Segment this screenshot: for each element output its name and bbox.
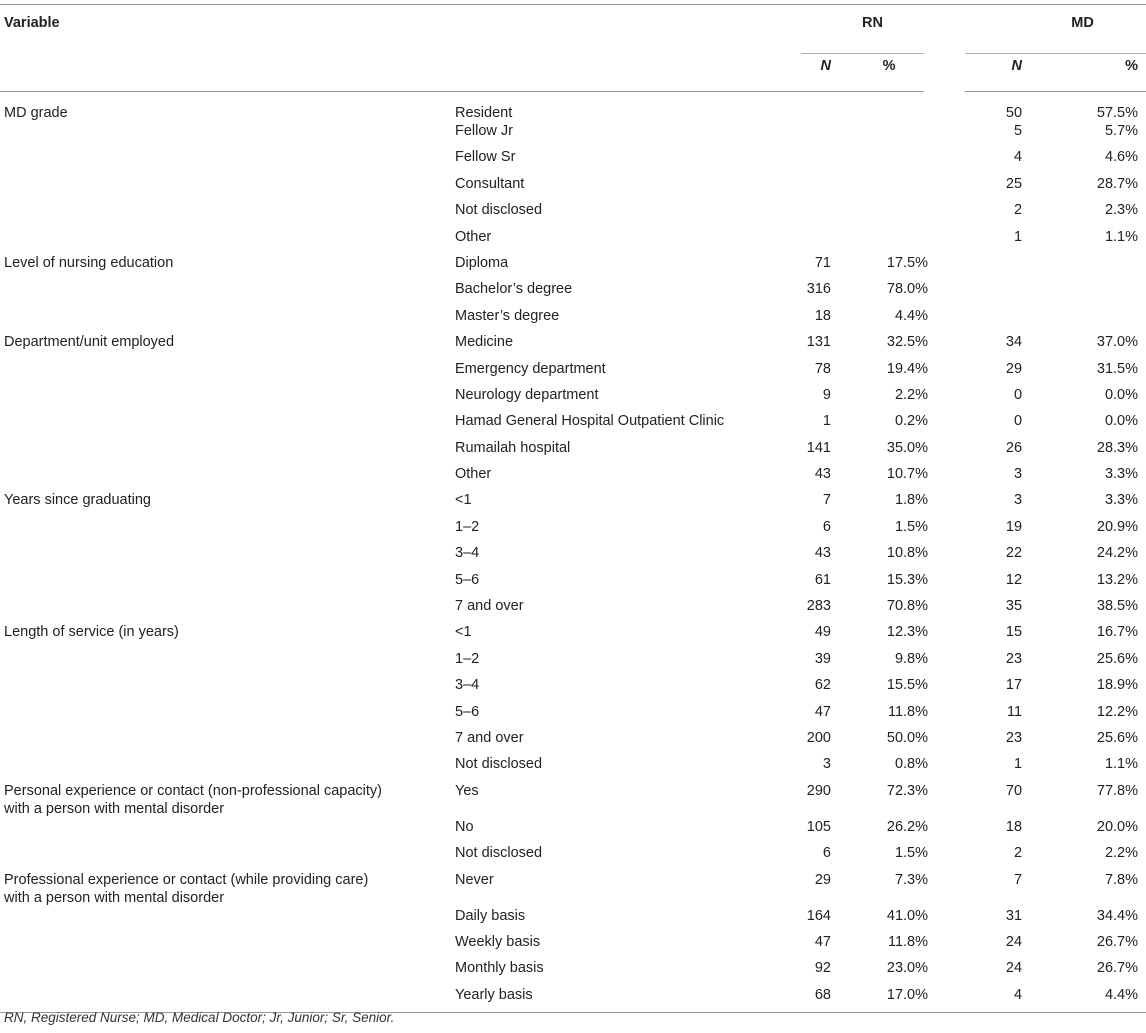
cell-md-n: 15: [1005, 624, 1023, 641]
cell-variable: [0, 818, 452, 844]
cell-category: No: [455, 818, 474, 835]
cell-rn-pct: [831, 92, 944, 123]
header-rn: [801, 5, 944, 54]
table-row: [0, 782, 1146, 818]
cell-md-n: 31: [1005, 907, 1023, 924]
cell-rn-n: 68: [801, 986, 831, 1013]
cell-variable: [0, 439, 452, 465]
cell-rn-pct: [831, 228, 944, 254]
cell-category: Emergency department: [455, 360, 606, 377]
header-md: [944, 5, 1146, 54]
table-row: [0, 465, 1146, 491]
cell-rn-pct: 10.7%: [886, 466, 929, 483]
cell-variable: [0, 650, 452, 676]
cell-rn-pct: 15.3%: [886, 571, 929, 588]
cell-md-n: 1: [1013, 228, 1023, 245]
cell-rn-pct: 17.5%: [886, 254, 929, 271]
cell-md-n: [944, 307, 1022, 333]
cell-md-pct: 5.7%: [1104, 123, 1139, 139]
cell-variable: [0, 280, 452, 306]
cell-rn-pct: [831, 201, 944, 227]
table-row: [0, 280, 1146, 306]
header-variable: Variable: [0, 5, 452, 54]
cell-rn-n: 3: [822, 756, 831, 773]
cell-md-n: 29: [1005, 360, 1023, 377]
cell-md-pct: 0.0%: [1104, 386, 1139, 403]
cell-rn-n: 105: [806, 818, 831, 835]
cell-md-n: 3: [1013, 466, 1023, 483]
header-row-groups: [0, 5, 1146, 54]
cell-category: Other: [455, 466, 492, 483]
table-row: [0, 818, 1146, 844]
cell-md-n: 2: [1013, 202, 1023, 219]
table-row: [0, 844, 1146, 870]
cell-md-n: 5: [1013, 123, 1023, 139]
cell-rn-n: 47: [814, 703, 831, 720]
cell-md-n: 4: [1013, 149, 1023, 166]
table-row: [0, 871, 1146, 907]
cell-category: Medicine: [455, 334, 514, 351]
table-footnote: RN, Registered Nurse; MD, Medical Doctor; Jr, Junior; Sr, Senior.: [4, 1010, 395, 1025]
table-row: [0, 703, 1146, 729]
cell-category: Neurology department: [455, 386, 599, 403]
cell-variable: [0, 360, 452, 386]
cell-variable: [0, 729, 452, 755]
cell-rn-n: 47: [814, 933, 831, 950]
cell-category: Rumailah hospital: [455, 439, 571, 456]
cell-md-n: 50: [1005, 105, 1023, 121]
cell-category: Hamad General Hospital Outpatient Clinic: [455, 413, 725, 430]
table-row: [0, 491, 1146, 517]
cell-md-pct: 2.2%: [1104, 845, 1139, 862]
cell-rn-pct: 78.0%: [886, 281, 929, 298]
cell-category: <1: [455, 624, 472, 641]
cell-rn-pct: 41.0%: [886, 907, 929, 924]
header-category-spacer: [452, 5, 801, 54]
cell-variable: [0, 755, 452, 781]
table-row: [0, 307, 1146, 333]
cell-variable: Level of nursing education: [4, 254, 174, 271]
cell-rn-n: 6: [822, 845, 831, 862]
cell-category: Bachelor’s degree: [455, 281, 573, 298]
table-row: [0, 729, 1146, 755]
cell-variable: [0, 465, 452, 491]
cell-rn-n: 61: [814, 571, 831, 588]
cell-md-pct: 37.0%: [1096, 334, 1139, 351]
cell-md-n: 25: [1005, 175, 1023, 192]
cell-rn-pct: 1.5%: [894, 518, 929, 535]
cell-variable: [0, 986, 452, 1013]
cell-md-pct: 1.1%: [1104, 756, 1139, 773]
cell-variable: Length of service (in years): [4, 624, 179, 641]
table-row: [0, 122, 1146, 148]
cell-md-pct: 38.5%: [1096, 598, 1139, 615]
cell-md-pct: [1022, 307, 1146, 333]
cell-rn-n: 7: [822, 492, 831, 509]
cell-rn-pct: 23.0%: [886, 960, 929, 977]
table-row: [0, 933, 1146, 959]
cell-variable: [0, 201, 452, 227]
cell-md-n: 19: [1005, 518, 1023, 535]
cell-variable: Years since graduating: [4, 492, 151, 509]
table-row: [0, 439, 1146, 465]
cell-md-pct: 20.0%: [1096, 818, 1139, 835]
cell-rn-pct: 17.0%: [831, 986, 944, 1013]
table-row: [0, 228, 1146, 254]
cell-rn-pct: 11.8%: [887, 703, 929, 720]
cell-category: 3–4: [455, 545, 480, 562]
cell-rn-pct: 0.8%: [894, 756, 929, 773]
table-row: [0, 386, 1146, 412]
cell-md-pct: 3.3%: [1104, 492, 1139, 509]
cell-md-n: 0: [1013, 386, 1023, 403]
cell-md-n: 24: [1005, 933, 1023, 950]
cell-category: 7 and over: [455, 729, 524, 746]
table-row: [0, 92, 1146, 123]
cell-category: Yes: [455, 782, 479, 799]
cell-variable: [0, 907, 452, 933]
cell-rn-n: 141: [806, 439, 831, 456]
cell-md-pct: 28.7%: [1096, 175, 1139, 192]
cell-md-n: 12: [1005, 571, 1023, 588]
cell-rn-n: 131: [806, 334, 831, 351]
cell-md-pct: 2.3%: [1104, 202, 1139, 219]
cell-md-n: [944, 280, 1022, 306]
table-row: [0, 254, 1146, 280]
cell-variable: Personal experience or contact (non-professional capacity) with a person with mental disorder: [4, 782, 383, 817]
cell-md-pct: 31.5%: [1096, 360, 1139, 377]
cell-md-pct: 25.6%: [1096, 650, 1139, 667]
cell-rn-pct: 19.4%: [886, 360, 929, 377]
cell-md-pct: 16.7%: [1096, 624, 1139, 641]
cell-md-pct: 13.2%: [1096, 571, 1139, 588]
table-row: [0, 959, 1146, 985]
cell-category: Fellow Sr: [455, 149, 516, 166]
cell-md-n: 2: [1013, 845, 1023, 862]
cell-rn-pct: 10.8%: [886, 545, 929, 562]
cell-md-pct: 28.3%: [1096, 439, 1139, 456]
table-row: [0, 175, 1146, 201]
cell-category: 1–2: [455, 650, 480, 667]
cell-md-n: 11: [1006, 703, 1023, 720]
cell-rn-pct: 15.5%: [886, 677, 929, 694]
cell-variable: [0, 844, 452, 870]
cell-variable: [0, 122, 452, 148]
cell-md-pct: 25.6%: [1096, 729, 1139, 746]
cell-md-pct: 4.6%: [1104, 149, 1139, 166]
table-row: [0, 755, 1146, 781]
cell-variable: [0, 959, 452, 985]
cell-md-pct: [1022, 280, 1146, 306]
cell-variable: [0, 544, 452, 570]
cell-variable: [0, 703, 452, 729]
cell-rn-pct: [831, 175, 944, 201]
table-row: [0, 201, 1146, 227]
cell-rn-pct: 1.8%: [894, 492, 929, 509]
table-row: [0, 597, 1146, 623]
cell-md-n: 1: [1013, 756, 1023, 773]
cell-rn-n: 6: [822, 518, 831, 535]
table-row: [0, 907, 1146, 933]
cell-rn-n: 71: [814, 254, 831, 271]
cell-md-pct: 3.3%: [1104, 466, 1139, 483]
cell-md-pct: 34.4%: [1096, 907, 1139, 924]
cell-variable: [0, 518, 452, 544]
cell-md-n: 7: [1013, 871, 1023, 888]
cell-rn-pct: 72.3%: [886, 782, 929, 799]
cell-category: Not disclosed: [455, 756, 543, 773]
cell-md-n: 26: [1005, 439, 1023, 456]
header-row-columns: [0, 54, 1146, 92]
cell-md-pct: 4.4%: [1022, 986, 1146, 1013]
cell-category: Weekly basis: [455, 933, 541, 950]
cell-category: Yearly basis: [452, 986, 801, 1013]
table-row: [0, 676, 1146, 702]
cell-rn-n: [801, 148, 831, 174]
cell-rn-pct: 9.8%: [894, 650, 929, 667]
cell-variable: MD grade: [4, 105, 68, 121]
cell-variable: [0, 933, 452, 959]
cell-category: 3–4: [455, 677, 480, 694]
cell-rn-pct: 11.8%: [887, 933, 929, 950]
cell-rn-pct: 7.3%: [894, 871, 929, 888]
table-row: [0, 571, 1146, 597]
cell-rn-pct: 2.2%: [894, 386, 929, 403]
cell-md-n: 4: [944, 986, 1022, 1013]
cell-rn-pct: 1.5%: [894, 845, 929, 862]
cell-rn-pct: 26.2%: [886, 818, 929, 835]
cell-md-n: 70: [1005, 782, 1023, 799]
cell-variable: Department/unit employed: [4, 334, 175, 351]
cell-rn-n: 92: [814, 960, 831, 977]
table-row: [0, 412, 1146, 438]
cell-rn-n: 1: [822, 413, 831, 430]
cell-category: 1–2: [455, 518, 480, 535]
cell-rn-n: 18: [814, 307, 831, 324]
header-rn-label: RN: [862, 15, 883, 31]
cell-rn-pct: 12.3%: [886, 624, 929, 641]
table-row: [0, 333, 1146, 359]
cell-rn-n: 29: [814, 871, 831, 888]
cell-category: 5–6: [455, 703, 480, 720]
cell-md-pct: 24.2%: [1096, 545, 1139, 562]
cell-rn-n: [801, 175, 831, 201]
table-row: [0, 148, 1146, 174]
cell-md-pct: 7.8%: [1104, 871, 1139, 888]
cell-variable: [0, 412, 452, 438]
cell-variable: [0, 571, 452, 597]
cell-variable: [0, 307, 452, 333]
header-rn-n: N: [801, 54, 831, 92]
table-row: [0, 986, 1146, 1013]
cell-category: Diploma: [455, 254, 509, 271]
cell-rn-n: [801, 122, 831, 148]
cell-category: Other: [455, 228, 492, 245]
cell-rn-n: 43: [814, 466, 831, 483]
cell-rn-n: 290: [806, 782, 831, 799]
table-row: [0, 360, 1146, 386]
table-body: [0, 92, 1146, 1013]
cell-category: 7 and over: [455, 598, 524, 615]
cell-variable: [0, 148, 452, 174]
cell-md-pct: 57.5%: [1096, 105, 1139, 121]
cell-rn-pct: [831, 148, 944, 174]
cell-variable: [0, 597, 452, 623]
cell-md-pct: 18.9%: [1096, 677, 1139, 694]
cell-rn-n: 200: [806, 729, 831, 746]
cell-rn-pct: 32.5%: [886, 334, 929, 351]
cell-md-n: 23: [1005, 729, 1023, 746]
table-row: [0, 623, 1146, 649]
header-md-label: MD: [1071, 15, 1094, 31]
cell-variable: Professional experience or contact (while providing care) with a person with mental disorder: [4, 871, 369, 906]
cell-category: Master’s degree: [455, 307, 560, 324]
cell-rn-n: [801, 228, 831, 254]
cell-rn-n: 43: [814, 545, 831, 562]
cell-md-pct: [1022, 254, 1146, 280]
cell-category: Consultant: [455, 175, 525, 192]
cell-rn-n: [801, 92, 831, 123]
cell-md-n: [944, 254, 1022, 280]
cell-category: Daily basis: [455, 907, 526, 924]
cell-rn-pct: 35.0%: [886, 439, 929, 456]
cell-md-pct: 26.7%: [1096, 960, 1139, 977]
cell-md-pct: 77.8%: [1096, 782, 1139, 799]
table-row: [0, 544, 1146, 570]
header-rn-pct: %: [831, 54, 944, 92]
cell-category: 5–6: [455, 571, 480, 588]
cell-md-n: 34: [1005, 334, 1023, 351]
table-row: [0, 518, 1146, 544]
cell-rn-pct: 50.0%: [886, 729, 929, 746]
header-md-pct: %: [1022, 54, 1146, 92]
cell-category: Not disclosed: [455, 202, 543, 219]
cell-md-n: 0: [1013, 413, 1023, 430]
cell-rn-n: 164: [806, 907, 831, 924]
cell-rn-n: 39: [814, 650, 831, 667]
cell-rn-pct: 4.4%: [894, 307, 929, 324]
cell-rn-pct: 70.8%: [886, 598, 929, 615]
cell-rn-n: 49: [814, 624, 831, 641]
cell-md-n: 17: [1005, 677, 1023, 694]
cell-rn-n: 9: [822, 386, 831, 403]
cell-md-n: 3: [1013, 492, 1023, 509]
cell-md-n: 35: [1005, 598, 1023, 615]
cell-md-pct: 0.0%: [1104, 413, 1139, 430]
cell-rn-n: 78: [814, 360, 831, 377]
cell-rn-n: [801, 201, 831, 227]
cell-md-n: 22: [1005, 545, 1023, 562]
cell-rn-n: 283: [806, 598, 831, 615]
cell-variable: [0, 228, 452, 254]
cell-variable: [0, 676, 452, 702]
cell-category: Resident: [455, 105, 513, 121]
header-md-n: N: [944, 54, 1022, 92]
cell-md-n: 18: [1005, 818, 1023, 835]
table-row: [0, 650, 1146, 676]
cell-rn-n: 62: [814, 677, 831, 694]
cell-md-pct: 26.7%: [1096, 933, 1139, 950]
cell-md-pct: 1.1%: [1104, 228, 1139, 245]
cell-md-pct: 12.2%: [1096, 703, 1139, 720]
cell-category: Fellow Jr: [455, 123, 514, 139]
cell-md-n: 23: [1005, 650, 1023, 667]
cell-category: Never: [455, 871, 494, 888]
cell-category: Not disclosed: [455, 845, 543, 862]
cell-variable: [0, 175, 452, 201]
cell-variable: [0, 386, 452, 412]
demographics-table: [0, 4, 1146, 1013]
cell-rn-pct: 0.2%: [894, 413, 929, 430]
cell-rn-pct: [831, 122, 944, 148]
cell-rn-n: 316: [806, 281, 831, 298]
cell-category: Monthly basis: [455, 960, 544, 977]
cell-md-n: 24: [1005, 960, 1023, 977]
cell-category: <1: [455, 492, 472, 509]
cell-md-pct: 20.9%: [1096, 518, 1139, 535]
